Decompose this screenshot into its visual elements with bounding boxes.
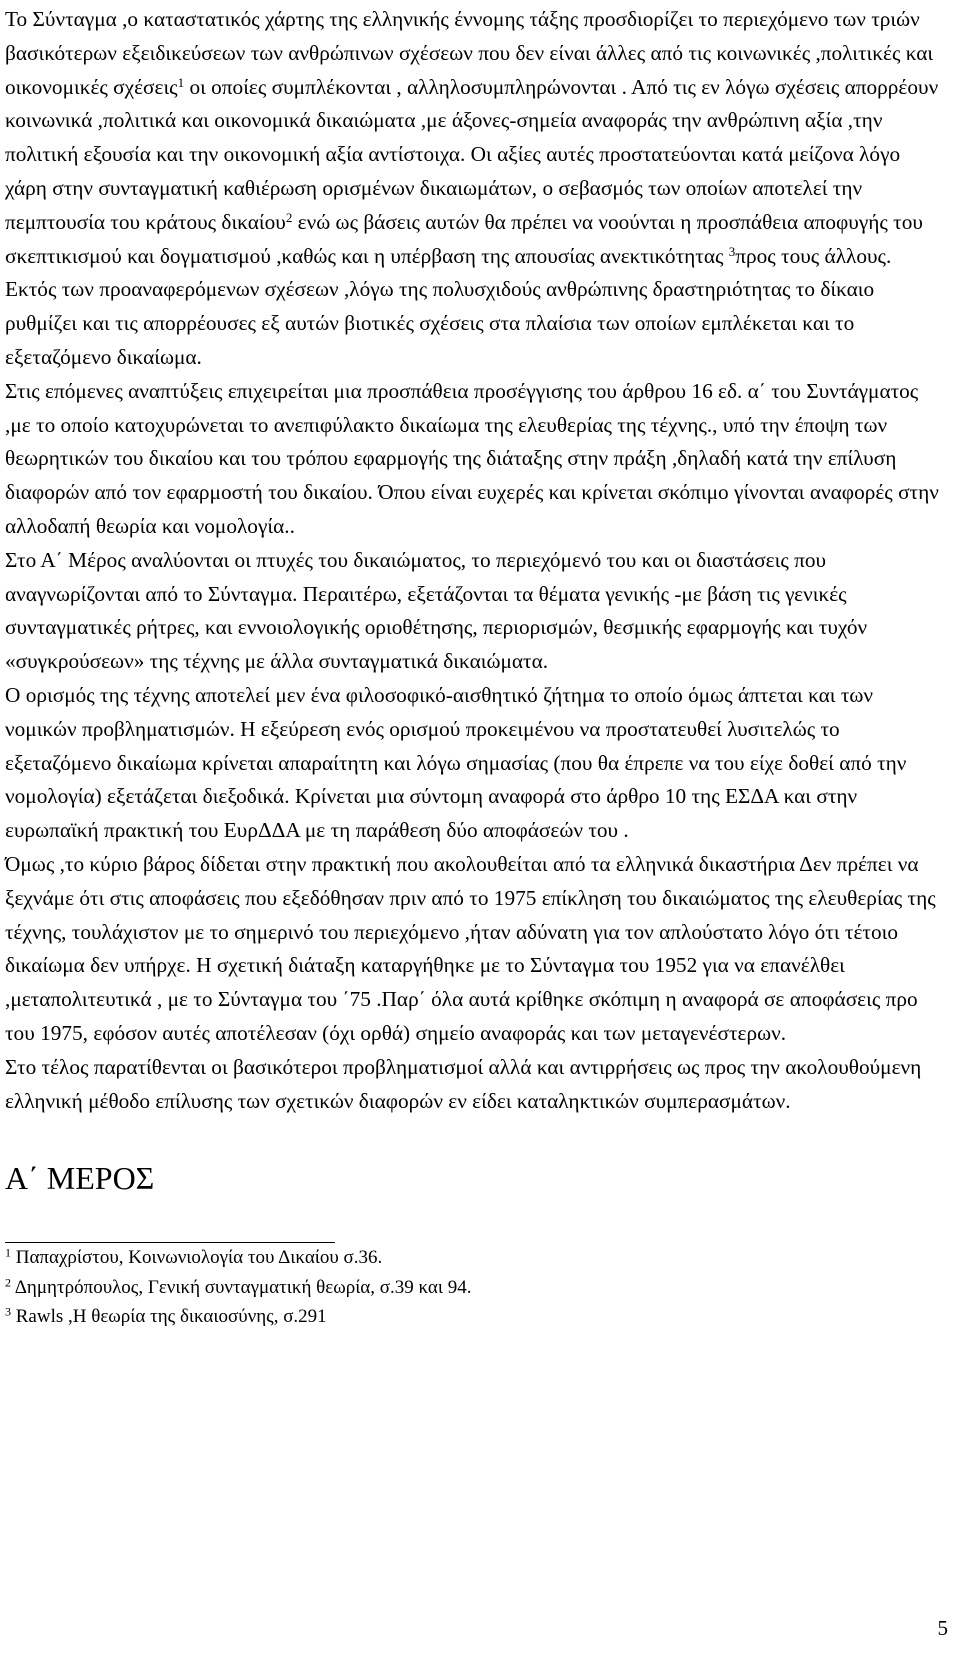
page-number: 5: [937, 1616, 948, 1640]
footnote-number: 3: [5, 1304, 11, 1319]
footnote-ref-3[interactable]: 3: [728, 243, 736, 259]
document-page: [5, 0, 940, 1332]
intro-text-part-3: ενώ ως βάσεις αυτών θα πρέπει να νοούνται η προσπάθεια αποφυγής του σκεπτικισμού και δογματισμού ,καθώς και η υπέρβαση της απουσίας ανεκτικότητας: [5, 209, 923, 268]
footnote-text: Δημητρόπουλος, Γενική συνταγματική θεωρία, σ.39 και 94.: [14, 1276, 472, 1298]
footnote-ref-2[interactable]: 2: [285, 209, 293, 225]
intro-text-part-4: προς τους άλλους. Εκτός των προαναφερόμενων σχέσεων ,λόγω της πολυσχιδούς ανθρώπινης δραστηριότητας το δίκαιο ρυθμίζει και τις απορρέουσες εξ αυτών βιοτικές σχέσεις στα πλαίσια των οποίων εμπλέκεται και το εξεταζόμενο δικαίωμα.: [5, 243, 892, 369]
paragraph-part-a-overview: Στο Α΄ Μέρος αναλύονται οι πτυχές του δικαιώματος, το περιεχόμενό του και οι διαστάσεις που αναγνωρίζονται από το Σύνταγμα. Περαιτέρω, εξετάζονται τα θέματα γενικής -με βάση τις γενικές συνταγματικές ρήτρες, και εννοιολογικής οριοθέτησης, περιορισμών, θεσμικής εφαρμογής και τυχόν «συγκρούσεων» της τέχνης με άλλα συνταγματικά δικαιώματα.: [5, 547, 868, 674]
footnote-text: Rawls ,Η θεωρία της δικαιοσύνης, σ.291: [15, 1306, 327, 1328]
footnote-1: [5, 1243, 940, 1273]
footnote-number: 1: [5, 1245, 11, 1260]
footnote-text: Παπαχρίστου, Κοινωνιολογία του Δικαίου σ.36.: [15, 1247, 383, 1269]
section-heading: Α΄ ΜΕΡΟΣ: [5, 1160, 155, 1197]
footnote-ref-1[interactable]: 1: [177, 74, 185, 90]
paragraph-conclusions: Στο τέλος παρατίθενται οι βασικότεροι προβληματισμοί αλλά και αντιρρήσεις ως προς την ακολουθούμενη ελληνική μέθοδο επίλυσης των σχετικών διαφορών εν είδει καταληκτικών συμπερασμάτων.: [5, 1054, 922, 1113]
intro-text-part-2: οι οποίες συμπλέκονται , αλληλοσυμπληρώνονται . Από τις εν λόγω σχέσεις απορρέουν κοινωνικά ,πολιτικά και οικονομικά δικαιώματα ,με άξονες-σημεία αναφοράς την ανθρώπινη αξία ,την πολιτική εξουσία και την οικονομική αξία αντίστοιχα. Οι αξίες αυτές προστατεύονται κατά μείζονα λόγο χάρη στην συνταγματική καθιέρωση ορισμένων δικαιωμάτων, ο σεβασμός των οποίων αποτελεί την πεμπτουσία του κράτους δικαίου: [5, 74, 939, 234]
intro-text-part-1: Το Σύνταγμα ,ο καταστατικός χάρτης της ελληνικής έννομης τάξης προσδιορίζει το περιεχόμενο των τριών βασικότερων εξειδικεύσεων των ανθρώπινων σχέσεων που δεν είναι άλλες από τις κοινωνικές ,πολιτικές και οικονομικές σχέσεις: [5, 7, 934, 99]
footnote-2: [5, 1273, 940, 1303]
footnote-3: [5, 1302, 940, 1332]
paragraph-intro: [5, 0, 940, 375]
paragraph-greek-courts: Όμως ,το κύριο βάρος δίδεται στην πρακτική που ακολουθείται από τα ελληνικά δικαστήρια Δεν πρέπει να ξεχνάμε ότι στις αποφάσεις που εξεδόθησαν πριν από το 1975 επίκληση του δικαιώματος της ελευθερίας της τέχνης, τουλάχιστον με το σημερινό του περιεχόμενο ,ήταν αδύνατη για τον απλούστατο λόγο ότι τέτοιο δικαίωμα δεν υπήρχε. Η σχετική διάταξη καταργήθηκε με το Σύνταγμα του 1952 για να επανέλθει ,μεταπολιτευτικά , με το Σύνταγμα του ΄75 .Παρ΄ όλα αυτά κρίθηκε σκόπιμη η αναφορά σε αποφάσεις προ του 1975, εφόσον αυτές αποτέλεσαν (όχι ορθά) σημείο αναφοράς και των μεταγενέστερων.: [5, 851, 936, 1045]
paragraph-definition-of-art: Ο ορισμός της τέχνης αποτελεί μεν ένα φιλοσοφικό-αισθητικό ζήτημα το οποίο όμως άπτεται και των νομικών προβληματισμών. Η εξεύρεση ενός ορισμού προκειμένου να προστατευθεί λυσιτελώς το εξεταζόμενο δικαίωμα κρίνεται απαραίτητη και λόγω σημασίας (που θα έπρεπε να του είχε δοθεί από την νομολογία) εξετάζεται διεξοδικά. Κρίνεται μια σύντομη αναφορά στο άρθρο 10 της ΕΣΔΑ και στην ευρωπαϊκή πρακτική του ΕυρΔΔΑ με τη παράθεση δύο αποφάσεών του .: [5, 682, 907, 843]
paragraph-article-16: Στις επόμενες αναπτύξεις επιχειρείται μια προσπάθεια προσέγγισης του άρθρου 16 εδ. α΄ του Συντάγματος ,με το οποίο κατοχυρώνεται το ανεπιφύλακτο δικαίωμα της ελευθερίας της τέχνης., υπό την έποψη των θεωρητικών του δικαίου και του τρόπου εφαρμογής της διάταξης στην πράξη ,δηλαδή κατά την επίλυση διαφορών από τον εφαρμοστή του δικαίου. Όπου είναι ευχερές και κρίνεται σκόπιμο γίνονται αναφορές στην αλλοδαπή θεωρία και νομολογία..: [5, 378, 939, 538]
footnote-number: 2: [5, 1275, 11, 1290]
